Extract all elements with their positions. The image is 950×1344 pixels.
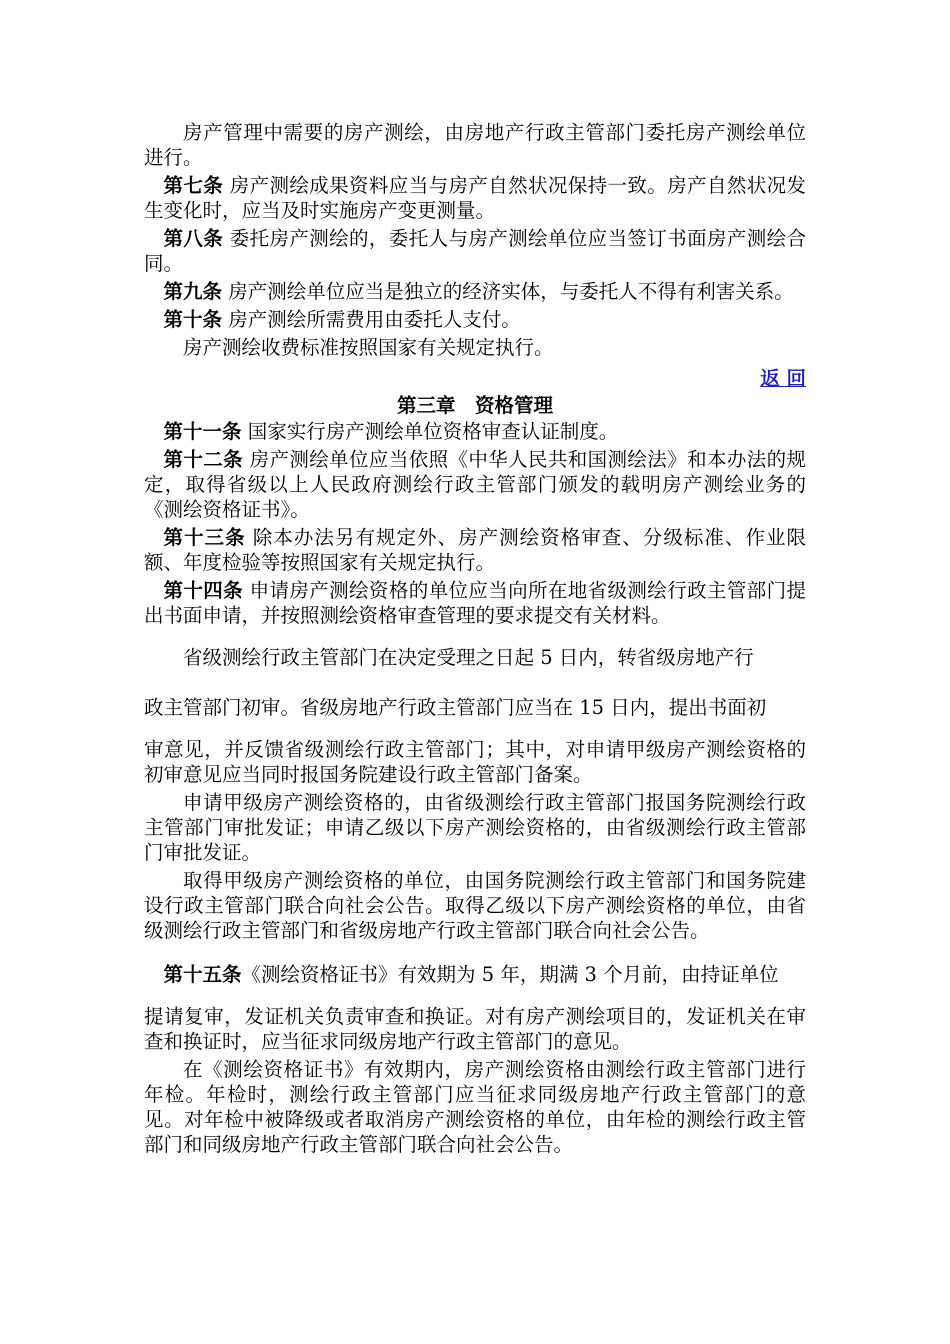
article-7-text: 房产测绘成果资料应当与房产自然状况保持一致。房产自然状况发生变化时，应当及时实施房产变更测量。 [144,174,806,222]
article-15-rest: 提请复审，发证机关负责审查和换证。对有房产测绘项目的，发证机关在审查和换证时，应当征求同级房地产行政主管部门的意见。 [144,1005,806,1053]
article-10-text: 房产测绘所需费用由委托人支付。 [222,308,521,331]
chapter-title: 第三章 资格管理 [396,394,553,417]
article-14 [144,578,806,628]
article-15-paragraph-2: 在《测绘资格证书》有效期内，房产测绘资格由测绘行政主管部门进行年检。年检时，测绘行政主管部门应当征求同级房地产行政主管部门的意见。对年检中被降级或者取消房产测绘资格的单位，由年检的测绘行政主管部门和同级房地产行政主管部门联合向社会公告。 [144,1058,806,1156]
article-10 [144,307,806,332]
article-9-label: 第九条 [163,280,223,303]
paragraph-fee-standard: 房产测绘收费标准按照国家有关规定执行。 [183,336,554,359]
article-14-text: 申请房产测绘资格的单位应当向所在地省级测绘行政主管部门提出书面申请，并按照测绘资格审查管理的要求提交有关材料。 [144,579,806,627]
article-9-text: 房产测绘单位应当是独立的经济实体，与委托人不得有利害关系。 [222,280,794,303]
article-11 [144,419,806,444]
article-14-paragraph-2 [144,640,806,787]
article-14-label: 第十四条 [163,579,244,602]
article-14-paragraph-3: 申请甲级房产测绘资格的，由省级测绘行政主管部门报国务院测绘行政主管部门审批发证；申请乙级以下房产测绘资格的，由省级测绘行政主管部门审批发证。 [144,791,806,864]
article-7-label: 第七条 [163,174,224,197]
article-15 [144,957,806,1054]
article-15-label: 第十五条 [163,963,242,986]
article-14-p2-line-1: 省级测绘行政主管部门在决定受理之日起 5 日内，转省级房地产行 [183,646,754,669]
article-8-text: 委托房产测绘的，委托人与房产测绘单位应当签订书面房产测绘合同。 [144,227,806,275]
article-13 [144,525,806,575]
article-13-label: 第十三条 [163,526,246,549]
article-11-label: 第十一条 [163,420,242,443]
article-11-text: 国家实行房产测绘单位资格审查认证制度。 [241,420,619,443]
article-14-p2-rest: 审意见，并反馈省级测绘行政主管部门；其中，对申请甲级房产测绘资格的初审意见应当同时报国务院建设行政主管部门备案。 [144,738,806,786]
article-7 [144,173,806,223]
return-row [144,366,806,391]
article-10-label: 第十条 [163,308,223,331]
article-15-line-1 [144,957,806,992]
document-body [144,120,806,1157]
article-15-line-1-text: 《测绘资格证书》有效期为 5 年，期满 3 个月前，由持证单位 [241,963,779,986]
article-12-text: 房产测绘单位应当依照《中华人民共和国测绘法》和本办法的规定，取得省级以上人民政府测绘行政主管部门颁发的载明房产测绘业务的《测绘资格证书》。 [144,448,806,521]
paragraph-survey-commission: 房产管理中需要的房产测绘，由房地产行政主管部门委托房产测绘单位进行。 [144,121,806,169]
article-14-p2-line-2: 政主管部门初审。省级房地产行政主管部门应当在 15 日内，提出书面初 [144,696,767,719]
article-13-text: 除本办法另有规定外、房产测绘资格审查、分级标准、作业限额、年度检验等按照国家有关规定执行。 [144,526,806,574]
article-12-label: 第十二条 [163,448,244,471]
article-12 [144,447,806,522]
return-link[interactable]: 返 回 [760,367,806,390]
article-8 [144,226,806,276]
article-8-label: 第八条 [163,227,224,250]
article-14-paragraph-4: 取得甲级房产测绘资格的单位，由国务院测绘行政主管部门和国务院建设行政主管部门联合向社会公告。取得乙级以下房产测绘资格的单位，由省级测绘行政主管部门和省级房地产行政主管部门联合向社会公告。 [144,869,806,942]
article-9 [144,279,806,304]
